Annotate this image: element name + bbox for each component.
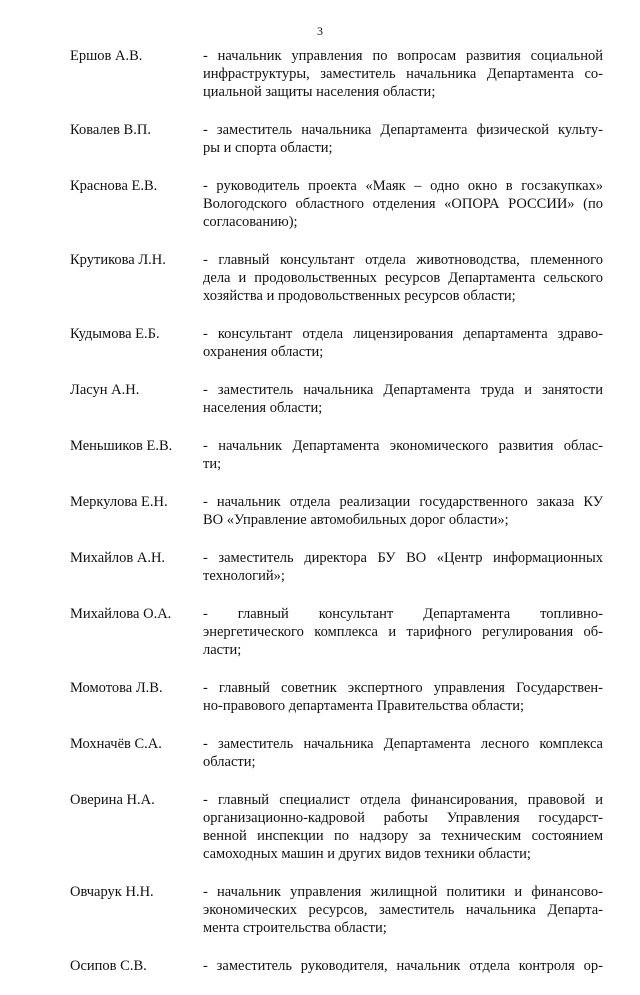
member-name: Михайлов А.Н. <box>70 550 166 566</box>
role-line: венной инспекции по надзору за техническим состоянием <box>203 828 603 844</box>
list-item <box>70 883 610 937</box>
role-line: циальной защиты населения области; <box>203 84 436 100</box>
member-name: Овчарук Н.Н. <box>70 884 154 900</box>
role-line: - главный специалист отдела финансирования, правовой и <box>203 792 603 808</box>
role-line: но-правового департамента Правительства области; <box>203 698 525 714</box>
member-name: Осипов С.В. <box>70 958 147 974</box>
member-role <box>203 177 603 231</box>
list-item <box>70 121 610 157</box>
list-item <box>70 325 610 361</box>
role-line: - главный консультант Департамента топливно- <box>203 606 603 622</box>
member-role <box>203 957 603 975</box>
member-name: Момотова Л.В. <box>70 680 163 696</box>
role-line: согласованию); <box>203 214 298 230</box>
role-line: ВО «Управление автомобильных дорог области»; <box>203 512 509 528</box>
role-line: ласти; <box>203 642 242 658</box>
list-item <box>70 177 610 231</box>
role-line: экономических ресурсов, заместитель начальника Департа- <box>203 902 603 918</box>
member-list <box>70 47 610 995</box>
list-item <box>70 957 610 975</box>
role-line: - начальник Департамента экономического развития облас- <box>203 438 603 454</box>
role-line: - заместитель начальника Департамента лесного комплекса <box>203 736 603 752</box>
role-line: области; <box>203 754 256 770</box>
member-name: Краснова Е.В. <box>70 178 158 194</box>
member-name: Ковалев В.П. <box>70 122 151 138</box>
list-item <box>70 735 610 771</box>
list-item <box>70 251 610 305</box>
member-name: Михайлова О.А. <box>70 606 172 622</box>
member-name: Меркулова Е.Н. <box>70 494 168 510</box>
role-line: хозяйства и продовольственных ресурсов области; <box>203 288 516 304</box>
role-line: энергетического комплекса и тарифного регулирования об- <box>203 624 603 640</box>
member-name: Кудымова Е.Б. <box>70 326 160 342</box>
list-item <box>70 605 610 659</box>
member-name: Крутикова Л.Н. <box>70 252 166 268</box>
member-role <box>203 121 603 157</box>
member-role <box>203 251 603 305</box>
page-number: 3 <box>317 24 323 38</box>
role-line: - начальник управления жилищной политики и финансово- <box>203 884 603 900</box>
role-line: - заместитель начальника Департамента труда и занятости <box>203 382 603 398</box>
role-line: инфраструктуры, заместитель начальника Департамента со- <box>203 66 603 82</box>
member-role <box>203 437 603 473</box>
member-role <box>203 493 603 529</box>
role-line: - начальник управления по вопросам развития социальной <box>203 48 603 64</box>
member-role <box>203 605 603 659</box>
role-line: - заместитель директора БУ ВО «Центр информационных <box>203 550 603 566</box>
role-line: организационно-кадровой работы Управления государст- <box>203 810 603 826</box>
role-line: самоходных машин и других видов техники области; <box>203 846 531 862</box>
member-name: Мохначёв С.А. <box>70 736 162 752</box>
role-line: Вологодского областного отделения «ОПОРА РОССИИ» (по <box>203 196 603 212</box>
role-line: - руководитель проекта «Маяк – одно окно в госзакупках» <box>203 178 603 194</box>
list-item <box>70 549 610 585</box>
member-name: Ершов А.В. <box>70 48 143 64</box>
member-role <box>203 381 603 417</box>
role-line: мента строительства области; <box>203 920 387 936</box>
member-role <box>203 883 603 937</box>
role-line: - начальник отдела реализации государственного заказа КУ <box>203 494 603 510</box>
list-item <box>70 47 610 101</box>
role-line: - заместитель руководителя, начальник отдела контроля ор- <box>203 958 603 974</box>
member-role <box>203 791 603 863</box>
member-role <box>203 679 603 715</box>
member-name: Оверина Н.А. <box>70 792 155 808</box>
list-item <box>70 437 610 473</box>
member-role <box>203 325 603 361</box>
list-item <box>70 381 610 417</box>
role-line: дела и продовольственных ресурсов Департамента сельского <box>203 270 603 286</box>
member-role <box>203 47 603 101</box>
member-role <box>203 549 603 585</box>
member-name: Меньшиков Е.В. <box>70 438 173 454</box>
role-line: охранения области; <box>203 344 324 360</box>
role-line: - главный консультант отдела животноводства, племенного <box>203 252 603 268</box>
role-line: технологий»; <box>203 568 285 584</box>
list-item <box>70 679 610 715</box>
role-line: - главный советник экспертного управления Государствен- <box>203 680 603 696</box>
list-item <box>70 791 610 863</box>
member-name: Ласун А.Н. <box>70 382 140 398</box>
role-line: ры и спорта области; <box>203 140 333 156</box>
list-item <box>70 493 610 529</box>
role-line: ти; <box>203 456 222 472</box>
role-line: - заместитель начальника Департамента физической культу- <box>203 122 603 138</box>
role-line: - консультант отдела лицензирования департамента здраво- <box>203 326 603 342</box>
member-role <box>203 735 603 771</box>
role-line: населения области; <box>203 400 323 416</box>
